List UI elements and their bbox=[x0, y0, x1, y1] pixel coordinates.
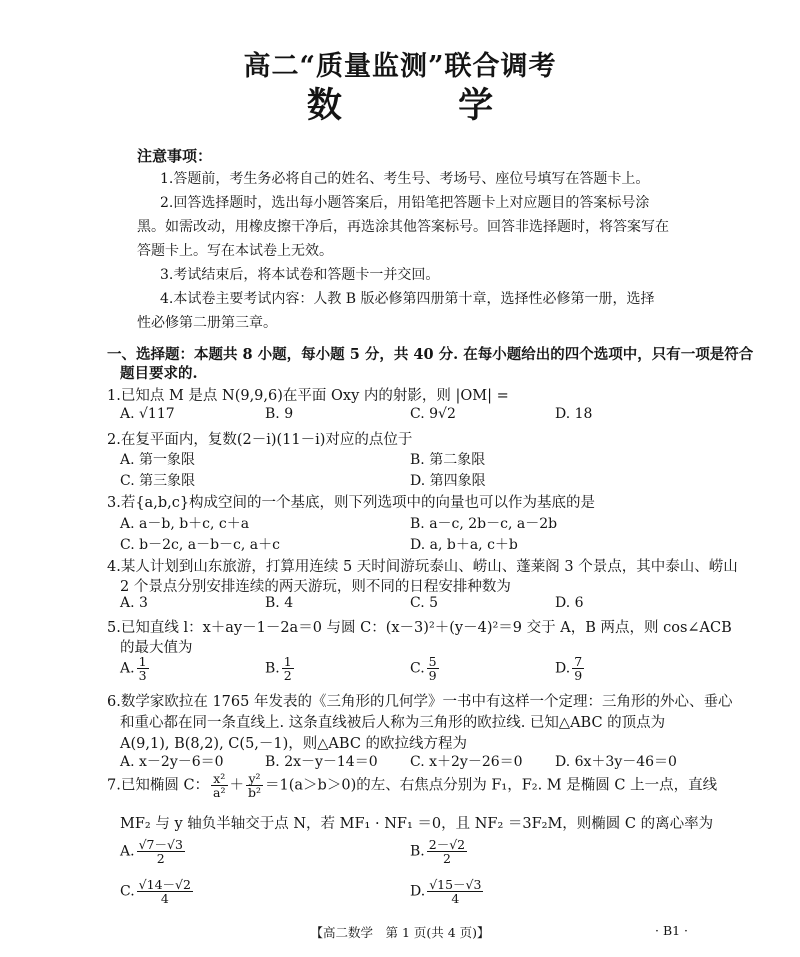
denominator: 2 bbox=[442, 851, 451, 866]
fraction bbox=[282, 655, 294, 682]
fraction-y bbox=[246, 772, 263, 799]
question-2-stem: 2.在复平面内，复数(2－i)(11－i)对应的点位于 bbox=[107, 432, 413, 448]
question-6-option-c: C. x＋2y－26＝0 bbox=[410, 754, 523, 770]
question-3-option-b: B. a－c, 2b－c, a－2b bbox=[410, 516, 558, 532]
fraction bbox=[427, 655, 439, 682]
denominator: 4 bbox=[451, 891, 460, 906]
question-1-option-b: B. 9 bbox=[265, 406, 294, 422]
question-5-option-c bbox=[410, 655, 441, 682]
question-3-stem: 3.若{a,b,c}构成空间的一个基底，则下列选项中的向量也可以作为基底的是 bbox=[107, 495, 596, 511]
option-letter: A. bbox=[120, 660, 135, 677]
question-7-option-a bbox=[120, 838, 187, 865]
question-3-option-c: C. b－2c, a－b－c, a＋c bbox=[120, 537, 280, 553]
option-letter: C. bbox=[120, 883, 135, 900]
denominator: 3 bbox=[138, 668, 147, 683]
notice-line-3: 黑。如需改动，用橡皮擦干净后，再选涂其他答案标号。回答非选择题时，将答案写在 bbox=[137, 219, 669, 235]
option-letter: C. bbox=[410, 660, 425, 677]
notice-line-2: 2.回答选择题时，选出每小题答案后，用铅笔把答题卡上对应题目的答案标号涂 bbox=[160, 195, 650, 211]
exam-title: 高二“质量监测”联合调考 bbox=[243, 51, 557, 82]
fraction bbox=[137, 655, 149, 682]
question-6-option-b: B. 2x－y－14＝0 bbox=[265, 754, 378, 770]
question-7-option-c bbox=[120, 878, 195, 905]
option-letter: B. bbox=[265, 660, 280, 677]
question-2-option-b: B. 第二象限 bbox=[410, 452, 486, 468]
numerator: √15－√3 bbox=[429, 877, 482, 892]
denominator: 2 bbox=[156, 851, 165, 866]
notice-line-5: 3.考试结束后，将本试卷和答题卡一并交回。 bbox=[160, 267, 440, 283]
question-2-option-d: D. 第四象限 bbox=[410, 473, 486, 489]
option-letter: B. bbox=[410, 843, 425, 860]
question-6-stem-line-3: A(9,1), B(8,2), C(5,－1)，则△ABC 的欧拉线方程为 bbox=[120, 736, 468, 752]
question-4-option-a: A. 3 bbox=[120, 595, 148, 611]
denominator: b² bbox=[248, 785, 262, 800]
numerator: 7 bbox=[574, 654, 583, 669]
question-2-option-a: A. 第一象限 bbox=[120, 452, 196, 468]
question-3-option-a: A. a－b, b＋c, c＋a bbox=[120, 516, 250, 532]
question-6-stem-line-1: 6.数学家欧拉在 1765 年发表的《三角形的几何学》一书中有这样一个定理：三角形的外心、垂心 bbox=[107, 694, 733, 710]
stem-prefix: 7.已知椭圆 C： bbox=[107, 777, 210, 794]
question-6-option-d: D. 6x＋3y－46＝0 bbox=[555, 754, 677, 770]
section-heading-line-1: 一、选择题：本题共 8 小题，每小题 5 分，共 40 分. 在每小题给出的四个选项中，只有一项是符合 bbox=[107, 346, 754, 363]
question-7-stem-line-1 bbox=[107, 772, 717, 799]
numerator: x² bbox=[211, 772, 227, 786]
plus-sign: ＋ bbox=[229, 777, 245, 794]
paper-code: · B1 · bbox=[655, 923, 689, 938]
option-letter: D. bbox=[555, 660, 571, 677]
denominator: 9 bbox=[574, 668, 583, 683]
question-4-stem-line-1: 4.某人计划到山东旅游，打算用连续 5 天时间游玩泰山、崂山、蓬莱阁 3 个景点，其中泰山、崂山 bbox=[107, 559, 738, 575]
question-4-option-b: B. 4 bbox=[265, 595, 294, 611]
question-1-option-c: C. 9√2 bbox=[410, 406, 456, 422]
question-5-option-a bbox=[120, 655, 151, 682]
question-7-option-b bbox=[410, 838, 469, 865]
page-footer: 【高二数学 第 1 页(共 4 页)】 bbox=[310, 925, 490, 940]
option-letter: D. bbox=[410, 883, 426, 900]
question-7-option-d bbox=[410, 878, 485, 905]
denominator: 9 bbox=[428, 668, 437, 683]
fraction bbox=[427, 878, 483, 905]
question-4-option-d: D. 6 bbox=[555, 595, 584, 611]
question-1-stem: 1.已知点 M 是点 N(9,9,6)在平面 Oxy 内的射影，则 |OM| = bbox=[107, 388, 509, 404]
option-letter: A. bbox=[120, 843, 135, 860]
stem-suffix: ＝1(a＞b＞0)的左、右焦点分别为 F₁，F₂. M 是椭圆 C 上一点，直线 bbox=[265, 777, 718, 794]
numerator: 1 bbox=[283, 654, 292, 669]
numerator: y² bbox=[246, 772, 263, 786]
notice-heading: 注意事项： bbox=[137, 147, 213, 165]
fraction bbox=[427, 838, 467, 865]
question-5-stem-line-2: 的最大值为 bbox=[120, 640, 193, 656]
question-5-option-b bbox=[265, 655, 296, 682]
numerator: √14－√2 bbox=[138, 877, 191, 892]
numerator: 1 bbox=[138, 654, 147, 669]
subject-title: 数 学 bbox=[306, 85, 546, 126]
question-6-stem-line-2: 和重心都在同一条直线上. 这条直线被后人称为三角形的欧拉线. 已知△ABC 的顶点为 bbox=[120, 715, 666, 731]
question-6-option-a: A. x－2y－6＝0 bbox=[120, 754, 224, 770]
numerator: 2－√2 bbox=[428, 837, 466, 852]
denominator: a² bbox=[213, 785, 226, 800]
question-1-option-a: A. √117 bbox=[120, 406, 175, 422]
numerator: √7－√3 bbox=[138, 837, 183, 852]
question-4-stem-line-2: 2 个景点分别安排连续的两天游玩，则不同的日程安排种数为 bbox=[120, 579, 511, 595]
question-3-option-d: D. a, b＋a, c＋b bbox=[410, 537, 518, 553]
notice-line-6: 4.本试卷主要考试内容：人教 B 版必修第四册第十章，选择性必修第一册，选择 bbox=[160, 291, 655, 307]
notice-line-4: 答题卡上。写在本试卷上无效。 bbox=[137, 243, 333, 259]
question-1-option-d: D. 18 bbox=[555, 406, 593, 422]
fraction bbox=[137, 838, 185, 865]
numerator: 5 bbox=[428, 654, 437, 669]
question-2-option-c: C. 第三象限 bbox=[120, 473, 196, 489]
fraction-x bbox=[211, 772, 227, 799]
denominator: 2 bbox=[283, 668, 292, 683]
section-heading-line-2: 题目要求的. bbox=[120, 365, 198, 382]
question-7-stem-line-2: MF₂ 与 y 轴负半轴交于点 N，若 MF₁ · NF₁ ＝0，且 NF₂ ＝3F₂M，则椭圆 C 的离心率为 bbox=[120, 816, 714, 832]
question-5-option-d bbox=[555, 655, 586, 682]
fraction bbox=[572, 655, 584, 682]
fraction bbox=[137, 878, 193, 905]
question-5-stem-line-1: 5.已知直线 l：x＋ay－1－2a＝0 与圆 C：(x－3)²＋(y－4)²＝9 交于 A，B 两点，则 cos∠ACB bbox=[107, 620, 732, 636]
denominator: 4 bbox=[160, 891, 169, 906]
notice-line-1: 1.答题前，考生务必将自己的姓名、考生号、考场号、座位号填写在答题卡上。 bbox=[160, 171, 650, 187]
question-4-option-c: C. 5 bbox=[410, 595, 439, 611]
notice-line-7: 性必修第二册第三章。 bbox=[137, 315, 277, 331]
